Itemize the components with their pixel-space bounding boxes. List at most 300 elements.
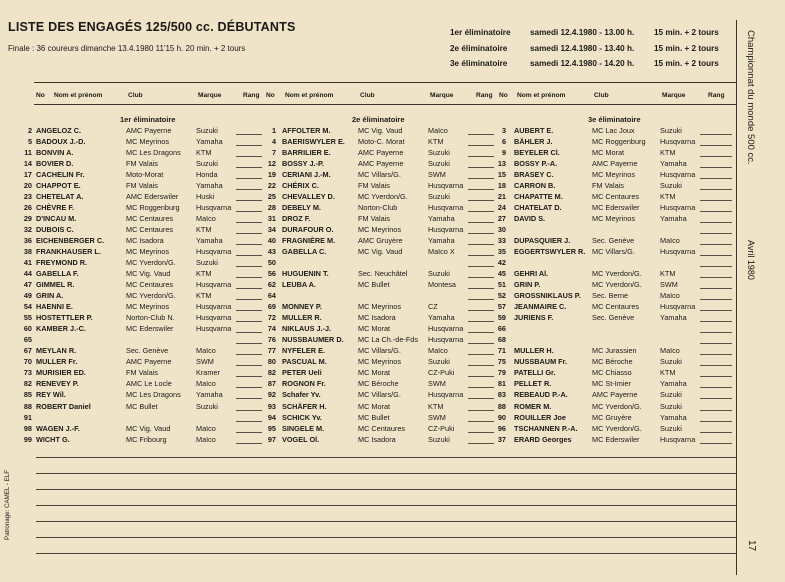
blank-line (36, 537, 736, 538)
entry-name: HUGUENIN T. (282, 269, 329, 279)
entry-name: PASCUAL M. (282, 357, 327, 367)
entry-brand (428, 257, 466, 268)
entry-name: CARRON B. (514, 181, 556, 191)
entry-brand: Husqvarna (428, 181, 464, 191)
entry-number: 66 (497, 324, 506, 334)
entry-club: MC Fribourg (126, 434, 167, 444)
rank-blank (700, 398, 732, 399)
entry-brand: Yamaha (196, 236, 223, 246)
entry-number: 37 (497, 434, 506, 444)
entry-club: MC Yverdon/G. (592, 269, 642, 279)
entry-brand: Husqvarna (196, 324, 232, 334)
entry-number: 41 (23, 258, 32, 268)
entry-number: 88 (23, 401, 32, 411)
entry-name: DEBELY M. (282, 203, 321, 213)
entry-name: BONVIN A. (36, 148, 74, 158)
entry-club: Norton-Club (358, 203, 398, 213)
rank-blank (700, 432, 732, 433)
entry-name: GRIN A. (36, 291, 64, 301)
rank-blank (700, 421, 732, 422)
rank-blank (700, 343, 732, 344)
entry-name: DROZ F. (282, 214, 311, 224)
entry-number: 47 (23, 280, 32, 290)
entry-number: 34 (267, 225, 276, 235)
entry-number: 87 (267, 379, 276, 389)
entry-brand: Husqvarna (428, 390, 464, 400)
entry-name: HOSTETTLER P. (36, 313, 93, 323)
entry-club: MC Ederswiler (592, 434, 640, 444)
entry-brand: Husqvarna (660, 434, 696, 444)
entry-brand: Husqvarna (428, 225, 464, 235)
entry-club: MC Ederswiler (592, 203, 640, 213)
entry-brand (196, 412, 234, 423)
entry-name (36, 334, 124, 345)
rank-blank (700, 310, 732, 311)
entry-name: MULLER H. (514, 346, 554, 356)
entry-club: MC Meyrinos (358, 357, 401, 367)
entry-club (592, 257, 658, 268)
entry-name: PATELLI Gr. (514, 368, 556, 378)
group-title: 1er éliminatoire (120, 115, 176, 124)
rank-blank (700, 410, 732, 411)
entry-club: MC Morat (358, 401, 391, 411)
entry-number: 32 (23, 225, 32, 235)
entry-brand: KTM (660, 368, 676, 378)
right-border (736, 20, 737, 575)
entry-club: MC Roggenburg (126, 203, 180, 213)
schedule-row (450, 28, 740, 44)
entry-number: 14 (23, 159, 32, 169)
entry-brand: Suzuki (428, 434, 450, 444)
entry-brand: SWM (428, 379, 446, 389)
rank-blank (700, 134, 732, 135)
entry-number: 81 (497, 379, 506, 389)
entry-brand: Suzuki (428, 192, 450, 202)
entry-number: 67 (23, 346, 32, 356)
entry-number: 80 (267, 357, 276, 367)
rank-blank (700, 376, 732, 377)
entry-number: 23 (23, 192, 32, 202)
entry-number: 36 (23, 236, 32, 246)
entry-club: AMC Payerne (126, 126, 172, 135)
blank-line (36, 553, 736, 554)
rank-blank (700, 299, 732, 300)
entry-brand (660, 257, 698, 268)
entry-brand: Suzuki (660, 357, 682, 367)
entry-name (282, 257, 356, 268)
rank-blank (700, 200, 732, 201)
entry-number: 97 (267, 434, 276, 444)
entry-brand: Yamaha (660, 313, 687, 323)
entry-brand: Husqvarna (660, 170, 696, 180)
entry-club: MC Meyrinos (358, 302, 401, 312)
entry-number: 11 (24, 148, 32, 158)
entry-name: MULLER R. (282, 313, 322, 323)
entry-club: MC La Ch.-de-Fds (358, 335, 419, 345)
entry-number: 18 (497, 181, 506, 191)
entry-brand: Husqvarna (660, 203, 696, 213)
entry-name: FRANKHAUSER L. (36, 247, 101, 257)
header-top-rule (34, 82, 736, 83)
entry-number: 83 (497, 390, 506, 400)
blank-line (36, 457, 736, 458)
group-title: 2e éliminatoire (352, 115, 405, 124)
entry-club: Moto-Morat (126, 170, 164, 180)
entry-club: MC Villars/G. (358, 390, 401, 400)
rank-blank (700, 233, 732, 234)
entry-club: FM Valais (358, 214, 390, 224)
entry-brand: KTM (196, 291, 212, 301)
entry-brand: Maïco (196, 434, 216, 444)
entry-name: FRAGNIÈRE M. (282, 236, 336, 246)
entry-club: Sec. Genève (126, 346, 169, 356)
header-rank: Rang (476, 92, 493, 99)
entry-number: 59 (497, 313, 506, 323)
entry-name: CHÉRIX C. (282, 181, 319, 191)
entry-brand: Montesa (428, 280, 456, 290)
entry-club: MC Jurassien (592, 346, 637, 356)
schedule-label: 2e éliminatoire (450, 43, 508, 53)
schedule-duration: 15 min. + 2 tours (654, 43, 719, 53)
entry-brand: SWM (660, 280, 678, 290)
entry-number: 25 (267, 192, 276, 202)
entry-name: MONNEY P. (282, 302, 322, 312)
entry-brand: Suzuki (428, 357, 450, 367)
entry-brand: Suzuki (196, 258, 218, 268)
entry-name: ROMER M. (514, 401, 552, 411)
entry-name: NYFELER E. (282, 346, 325, 356)
entry-club: MC Les Dragons (126, 148, 181, 158)
entry-number: 79 (497, 368, 506, 378)
entry-name: DURAFOUR O. (282, 225, 334, 235)
entry-club: MC Villars/G. (358, 346, 401, 356)
entry-club: MC Meyrinos (126, 247, 169, 257)
entry-club: MC Centaures (126, 280, 174, 290)
entry-club (592, 334, 658, 345)
entry-name: SCHICK Yv. (282, 412, 322, 422)
entry-name: WAGEN J.-F. (36, 423, 80, 433)
entry-club: AMC Payerne (358, 148, 404, 158)
entry-number: 7 (271, 148, 276, 158)
entry-number: 9 (501, 148, 506, 158)
entry-brand: Suzuki (660, 181, 682, 191)
entry-brand: Suzuki (660, 126, 682, 135)
entry-name: MURISIER ED. (36, 368, 86, 378)
rank-blank (700, 145, 732, 146)
entry-club: MC Meyrinos (126, 137, 169, 147)
schedule-label: 1er éliminatoire (450, 28, 511, 37)
entry-club: MC Yverdon/G. (592, 423, 642, 433)
entry-club: FM Valais (358, 181, 390, 191)
entry-brand: Yamaha (428, 236, 455, 246)
entry-number: 35 (497, 247, 506, 257)
entry-brand: Maïco (196, 346, 216, 356)
entry-name: BRASEY C. (514, 170, 554, 180)
sponsor-credit: Patronage: CAMEL - ELF (4, 470, 11, 540)
entry-club: MC Yverdon/G. (592, 401, 642, 411)
entry-club: MC Meyrinos (592, 214, 635, 224)
entry-name: CHEVALLEY D. (282, 192, 335, 202)
entry-club (592, 323, 658, 334)
entry-club: MC Meyrinos (126, 302, 169, 312)
entry-number: 98 (23, 423, 32, 433)
entry-brand: KTM (196, 225, 212, 235)
entry-number: 52 (497, 291, 506, 301)
entry-name: BEYELER Cl. (514, 148, 560, 158)
schedule-date: samedi 12.4.1980 - 13.40 h. (530, 43, 635, 53)
entry-number: 4 (271, 137, 276, 147)
entry-club: MC Morat (592, 148, 625, 158)
entry-number: 65 (23, 335, 32, 345)
entry-club: MC Yverdon/G. (126, 291, 176, 301)
entry-number: 22 (267, 181, 276, 191)
schedule-date: samedi 12.4.1980 - 13.00 h. (530, 28, 635, 37)
header-brand: Marque (430, 92, 454, 99)
rank-blank (700, 354, 732, 355)
entry-number: 64 (267, 291, 276, 301)
entry-name: CHETELAT A. (36, 192, 84, 202)
entry-club: AMC Payerne (358, 159, 404, 169)
entry-number: 51 (497, 280, 506, 290)
entry-club: MC Centaures (592, 302, 640, 312)
entry-club (126, 334, 194, 345)
entry-number: 40 (267, 236, 276, 246)
entry-name: BADOUX J.-D. (36, 137, 86, 147)
header-rank: Rang (708, 92, 725, 99)
entry-club (358, 290, 426, 301)
entry-brand: SWM (428, 412, 446, 422)
entry-club: AMC Payerne (592, 390, 638, 400)
entry-number: 2 (27, 126, 32, 135)
entry-number: 26 (23, 203, 32, 213)
blank-line (36, 489, 736, 490)
entry-brand (428, 290, 466, 301)
entry-name: WICHT G. (36, 434, 70, 444)
rank-blank (700, 211, 732, 212)
entry-club: AMC Payerne (126, 357, 172, 367)
entry-club: MC Morat (358, 324, 391, 334)
entry-club: Sec. Berne (592, 291, 629, 301)
entry-number: 95 (267, 423, 276, 433)
entry-brand: KTM (660, 269, 676, 279)
entry-name: BOSSY P.-A. (514, 159, 558, 169)
entry-name: HAENNI E. (36, 302, 73, 312)
rank-blank (700, 266, 732, 267)
entry-club: MC Béroche (358, 379, 399, 389)
entry-number: 74 (267, 324, 276, 334)
entry-brand: Husqvarna (428, 203, 464, 213)
entry-name: MEYLAN R. (36, 346, 77, 356)
entry-number: 6 (501, 137, 506, 147)
entry-brand: Husqvarna (196, 203, 232, 213)
entry-number: 27 (497, 214, 506, 224)
schedule-row (450, 44, 740, 60)
entry-name: CERIANI J.-M. (282, 170, 331, 180)
entry-name: DUPASQUIER J. (514, 236, 571, 246)
entry-number: 44 (23, 269, 32, 279)
entry-club: Sec. Neuchâtel (358, 269, 408, 279)
entry-brand: Suzuki (660, 423, 682, 433)
entry-number: 38 (23, 247, 32, 257)
entry-brand: CZ (428, 302, 438, 312)
entry-number: 62 (267, 280, 276, 290)
entry-name: VOGEL Ol. (282, 434, 320, 444)
entry-number: 19 (267, 170, 276, 180)
entry-club: MC Isadora (358, 313, 396, 323)
entry-club: MC Centaures (126, 225, 174, 235)
entry-name: ROBERT Daniel (36, 401, 91, 411)
entry-brand: KTM (660, 148, 676, 158)
entry-name: AUBERT E. (514, 126, 554, 135)
entry-number: 28 (267, 203, 276, 213)
entry-club: MC Morat (358, 368, 391, 378)
entry-name: RENEVEY P. (36, 379, 79, 389)
blank-line (36, 473, 736, 474)
entry-brand: Yamaha (660, 412, 687, 422)
entry-name: CHATELAT D. (514, 203, 562, 213)
entry-brand: Suzuki (660, 390, 682, 400)
entry-brand: SWM (428, 170, 446, 180)
eliminatoire-schedule (450, 28, 740, 75)
entry-name (514, 334, 590, 345)
entry-number: 70 (23, 357, 32, 367)
rank-blank (700, 277, 732, 278)
entry-brand: Husqvarna (428, 335, 464, 345)
entry-number: 43 (267, 247, 276, 257)
entry-number: 45 (497, 269, 506, 279)
entry-club: MC Villars/G. (592, 247, 635, 257)
entry-number: 71 (497, 346, 506, 356)
issue-date: Avril 1980 (746, 240, 756, 280)
entry-name: EGGERTSWYLER R. (514, 247, 586, 257)
entry-club (126, 412, 194, 423)
entry-brand: Husqvarna (196, 302, 232, 312)
entry-brand: Suzuki (428, 159, 450, 169)
entry-name: EICHENBERGER C. (36, 236, 105, 246)
entry-brand: SWM (196, 357, 214, 367)
entry-brand: Husqvarna (196, 280, 232, 290)
entry-name: DAVID S. (514, 214, 546, 224)
entry-brand: Suzuki (196, 126, 218, 135)
entry-club: MC Centaures (592, 192, 640, 202)
entry-name: ROGNON Fr. (282, 379, 326, 389)
entry-brand: Suzuki (660, 401, 682, 411)
championship-sidebar: Championnat du monde 500 cc. (745, 30, 756, 165)
entry-name: Schafer Yv. (282, 390, 321, 400)
entry-name: ROUILLER Joe (514, 412, 566, 422)
entry-brand: KTM (428, 137, 444, 147)
entry-brand: Suzuki (428, 148, 450, 158)
entry-club: Sec. Genève (592, 236, 635, 246)
entry-brand: Husqvarna (660, 302, 696, 312)
entry-club: MC Centaures (358, 423, 406, 433)
entry-club: MC Vig. Vaud (126, 269, 171, 279)
entry-name: GABELLA C. (282, 247, 327, 257)
entry-brand: Yamaha (660, 159, 687, 169)
entry-name: JEANMAIRE C. (514, 302, 567, 312)
entry-name: BOVIER D. (36, 159, 74, 169)
entry-club: MC Vig. Vaud (126, 423, 171, 433)
entry-number: 99 (23, 434, 32, 444)
rank-blank (700, 387, 732, 388)
entry-name (514, 257, 590, 268)
entry-number: 56 (267, 269, 276, 279)
header-brand: Marque (198, 92, 222, 99)
entry-name: GROSSNIKLAUS P. (514, 291, 581, 301)
entry-brand: Maïco (196, 214, 216, 224)
entry-club: MC Béroche (592, 357, 633, 367)
entry-number: 69 (267, 302, 276, 312)
rank-blank (700, 255, 732, 256)
entry-club: MC Bullet (358, 280, 390, 290)
entry-brand: Maïco (660, 236, 680, 246)
entry-number: 85 (23, 390, 32, 400)
entry-club: MC Yverdon/G. (126, 258, 176, 268)
entry-brand: Maïco X (428, 247, 455, 257)
rank-blank (700, 222, 732, 223)
entry-number: 24 (497, 203, 506, 213)
entry-club: MC Roggenburg (592, 137, 646, 147)
entry-name: BAERISWYLER E. (282, 137, 345, 147)
entry-number: 33 (497, 236, 506, 246)
rank-blank (700, 332, 732, 333)
entry-name: GEHRI Al. (514, 269, 549, 279)
entry-club: MC St-Imier (592, 379, 631, 389)
entry-brand: Yamaha (196, 390, 223, 400)
header-club: Club (360, 92, 375, 99)
entry-name: KAMBER J.-C. (36, 324, 86, 334)
entry-brand: Honda (196, 170, 218, 180)
entry-brand (196, 334, 234, 345)
entry-name: CHAPATTE M. (514, 192, 563, 202)
entry-name: NUSSBAUMER D. (282, 335, 344, 345)
entry-number: 77 (267, 346, 276, 356)
entry-club: MC Vig. Vaud (358, 247, 403, 257)
entry-number: 49 (23, 291, 32, 301)
entry-name (514, 323, 590, 334)
entry-club: AMC Payerne (592, 159, 638, 169)
header-no: No (499, 92, 508, 99)
entry-club (358, 257, 426, 268)
entry-name: NUSSBAUM Fr. (514, 357, 568, 367)
entry-name: JURIENS F. (514, 313, 554, 323)
entry-name: SINGELE M. (282, 423, 325, 433)
entry-brand (660, 323, 698, 334)
entry-number: 5 (27, 137, 32, 147)
entry-brand: Husqvarna (196, 247, 232, 257)
entry-club: AMC Ederswiler (126, 192, 179, 202)
entry-brand: Husqvarna (660, 137, 696, 147)
header-name: Nom et prénom (54, 92, 103, 99)
header-bottom-rule (34, 104, 736, 105)
entry-number: 3 (501, 126, 506, 135)
entry-club: Norton-Club N. (126, 313, 175, 323)
entry-club: Moto-C. Morat (358, 137, 405, 147)
rank-blank (700, 321, 732, 322)
entry-club: MC Bullet (358, 412, 390, 422)
rank-blank (700, 167, 732, 168)
entry-number: 68 (497, 335, 506, 345)
entry-name (282, 290, 356, 301)
entry-brand: Maïco (660, 346, 680, 356)
entry-name: BARRILIER E. (282, 148, 331, 158)
entry-brand: Yamaha (428, 214, 455, 224)
entry-number: 73 (23, 368, 32, 378)
header-club: Club (594, 92, 609, 99)
entry-brand: CZ-Puki (428, 368, 455, 378)
entry-brand: Yamaha (196, 181, 223, 191)
finale-info: Finale : 36 coureurs dimanche 13.4.1980 11'15 h. 20 min. + 2 tours (8, 44, 246, 53)
